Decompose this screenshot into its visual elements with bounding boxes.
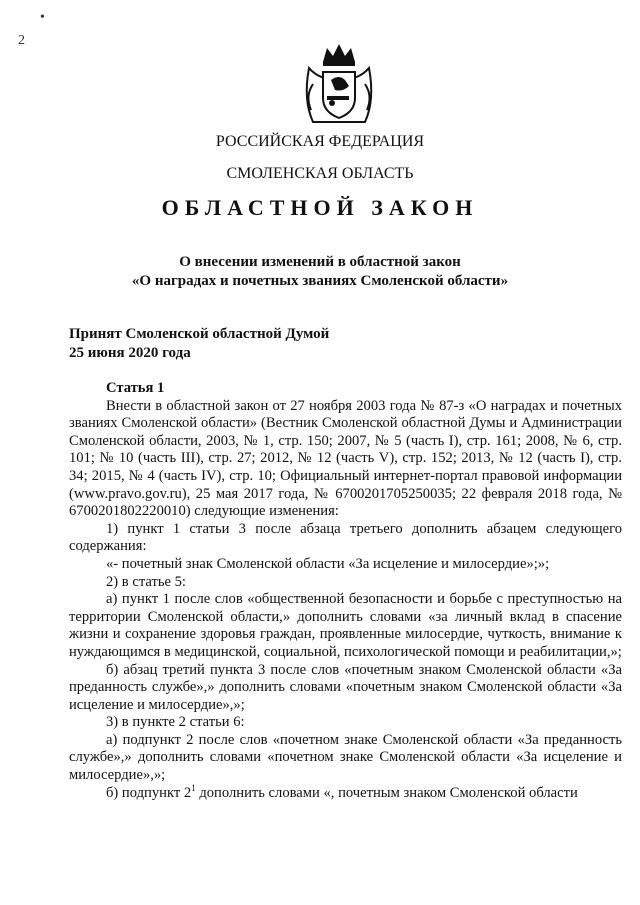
body-paragraph: а) пункт 1 после слов «общественной безопасности и борьбе с преступностью на территории Смоленской области,» дополнить словами «за личный вклад в спасение жизни и сохранение здоровья граждан, проявленные милосердие, чуткость, внимание к нуждающимся в медицинской, социальной, психологической помощи и реабилитации,»;	[69, 591, 622, 660]
adoption-date: 25 июня 2020 года	[69, 345, 191, 361]
body-paragraph: 1) пункт 1 статьи 3 после абзаца третьего дополнить абзацем следующего содержания:	[69, 520, 622, 555]
document-type-title: ОБЛАСТНОЙ ЗАКОН	[161, 195, 479, 220]
body-paragraph: Внести в областной закон от 27 ноября 2003 года № 87-з «О наградах и почетных званиях Смоленской области» (Вестник Смоленской областной Думы и Администрации Смоленской области, 2003, № 1, стр. 150; 2007, № 5 (часть I), стр. 161; 2008, № 6, стр. 101; № 10 (часть III), стр. 27; 2012, № 12 (часть V), стр. 152; 2013, № 12 (часть I), стр. 34; 2015, № 4 (часть IV), стр. 10; Официальный интернет-портал правовой информации (www.pravo.gov.ru), 25 мая 2017 года, № 6700201705250035; 22 февраля 2018 года, № 6700201802220010) следующие изменения:	[69, 397, 622, 520]
adoption-block	[69, 325, 329, 363]
header-country: РОССИЙСКАЯ ФЕДЕРАЦИЯ	[215, 133, 425, 150]
document-body	[69, 380, 622, 802]
last-paragraph-end: дополнить словами «, почетным знаком Смоленской области	[195, 784, 578, 801]
superscript: 1	[191, 782, 196, 793]
margin-mark-top: •	[40, 10, 45, 25]
margin-mark-left: 2	[18, 33, 25, 48]
header-region: СМОЛЕНСКАЯ ОБЛАСТЬ	[226, 165, 414, 182]
body-paragraph-last	[69, 782, 622, 803]
last-paragraph-start: б) подпункт 2	[106, 784, 192, 801]
article-heading: Статья 1	[106, 380, 165, 396]
law-title-line-1: О внесении изменений в областной закон	[179, 254, 461, 270]
adopted-by: Принят Смоленской областной Думой	[69, 326, 330, 342]
law-title-line-2: «О наградах и почетных званиях Смоленской области»	[131, 273, 509, 289]
body-paragraph: 3) в пункте 2 статьи 6:	[106, 714, 245, 731]
body-paragraph: 2) в статье 5:	[106, 573, 186, 590]
body-paragraph: «- почетный знак Смоленской области «За исцеление и милосердие»;»;	[106, 555, 550, 572]
body-paragraph: а) подпункт 2 после слов «почетном знаке Смоленской области «За преданность службе»,» дополнить словами «почетном знаке Смоленской области «За исцеление и милосердие»,»;	[69, 731, 622, 784]
body-paragraph: б) абзац третий пункта 3 после слов «почетным знаком Смоленской области «За преданность службе»,» дополнить словами «почетным знаком Смоленской области «За исцеление и милосердие»,»;	[69, 661, 622, 713]
coat-of-arms-emblem	[299, 40, 379, 130]
